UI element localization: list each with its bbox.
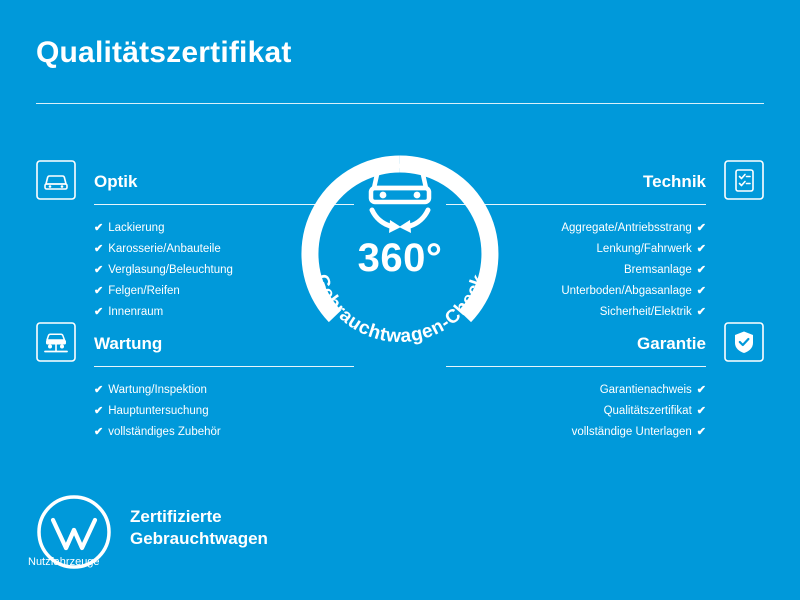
check-icon: ✔ bbox=[94, 285, 104, 297]
list-item bbox=[36, 401, 336, 422]
checklist-clipboard-icon bbox=[724, 160, 764, 200]
check-icon: ✔ bbox=[696, 405, 706, 417]
header-divider bbox=[36, 103, 764, 104]
check-icon: ✔ bbox=[696, 243, 706, 255]
shield-check-icon bbox=[724, 322, 764, 362]
check-icon: ✔ bbox=[696, 222, 706, 234]
check-icon: ✔ bbox=[696, 384, 706, 396]
page-title: Qualitätszertifikat bbox=[36, 36, 292, 69]
list-item bbox=[464, 422, 764, 443]
badge-caption: Gebrauchtwagen-Check bbox=[310, 271, 490, 348]
list-item-label: Sicherheit/Elektrik bbox=[599, 306, 692, 318]
check-icon: ✔ bbox=[94, 306, 104, 318]
check-icon: ✔ bbox=[94, 405, 104, 417]
section-title: Optik bbox=[94, 172, 138, 191]
list-item bbox=[36, 422, 336, 443]
list-item-label: Verglasung/Beleuchtung bbox=[108, 264, 233, 276]
footer-line-2: Gebrauchtwagen bbox=[130, 529, 268, 548]
check-icon: ✔ bbox=[94, 222, 104, 234]
footer-line-1: Zertifizierte bbox=[130, 507, 222, 526]
section-title: Garantie bbox=[637, 334, 706, 353]
list-item bbox=[464, 380, 764, 401]
list-item-label: vollständige Unterlagen bbox=[571, 426, 692, 438]
list-item-label: Lackierung bbox=[108, 222, 165, 234]
list-item-label: Aggregate/Antriebsstrang bbox=[561, 222, 692, 234]
list-item-label: Qualitätszertifikat bbox=[603, 405, 692, 417]
check-icon: ✔ bbox=[696, 426, 706, 438]
list-item-label: Garantienachweis bbox=[599, 384, 692, 396]
list-item-label: Unterboden/Abgasanlage bbox=[561, 285, 692, 297]
check-icon: ✔ bbox=[94, 264, 104, 276]
check-icon: ✔ bbox=[94, 384, 104, 396]
check-icon: ✔ bbox=[696, 306, 706, 318]
list-item-label: Innenraum bbox=[108, 306, 164, 318]
check-icon: ✔ bbox=[94, 426, 104, 438]
check-icon: ✔ bbox=[94, 243, 104, 255]
check-icon: ✔ bbox=[696, 285, 706, 297]
footer-text bbox=[130, 506, 268, 550]
list-item-label: Lenkung/Fahrwerk bbox=[596, 243, 692, 255]
list-item-label: Hauptuntersuchung bbox=[108, 405, 209, 417]
section-list bbox=[36, 380, 336, 443]
list-item-label: vollständiges Zubehör bbox=[108, 426, 221, 438]
list-item bbox=[36, 380, 336, 401]
logo-subtitle: Nutzfahrzeuge bbox=[28, 556, 100, 568]
car-front-icon bbox=[36, 160, 76, 200]
car-lift-icon bbox=[36, 322, 76, 362]
refresh-arrow-icon bbox=[372, 210, 428, 233]
section-title: Technik bbox=[643, 172, 706, 191]
list-item-label: Felgen/Reifen bbox=[108, 285, 180, 297]
section-title: Wartung bbox=[94, 334, 163, 353]
badge-360 bbox=[286, 140, 514, 368]
list-item-label: Karosserie/Anbauteile bbox=[108, 243, 221, 255]
section-list bbox=[464, 380, 764, 443]
list-item bbox=[464, 401, 764, 422]
list-item-label: Wartung/Inspektion bbox=[108, 384, 207, 396]
badge-number: 360° bbox=[357, 236, 443, 280]
list-item-label: Bremsanlage bbox=[624, 264, 692, 276]
check-icon: ✔ bbox=[696, 264, 706, 276]
